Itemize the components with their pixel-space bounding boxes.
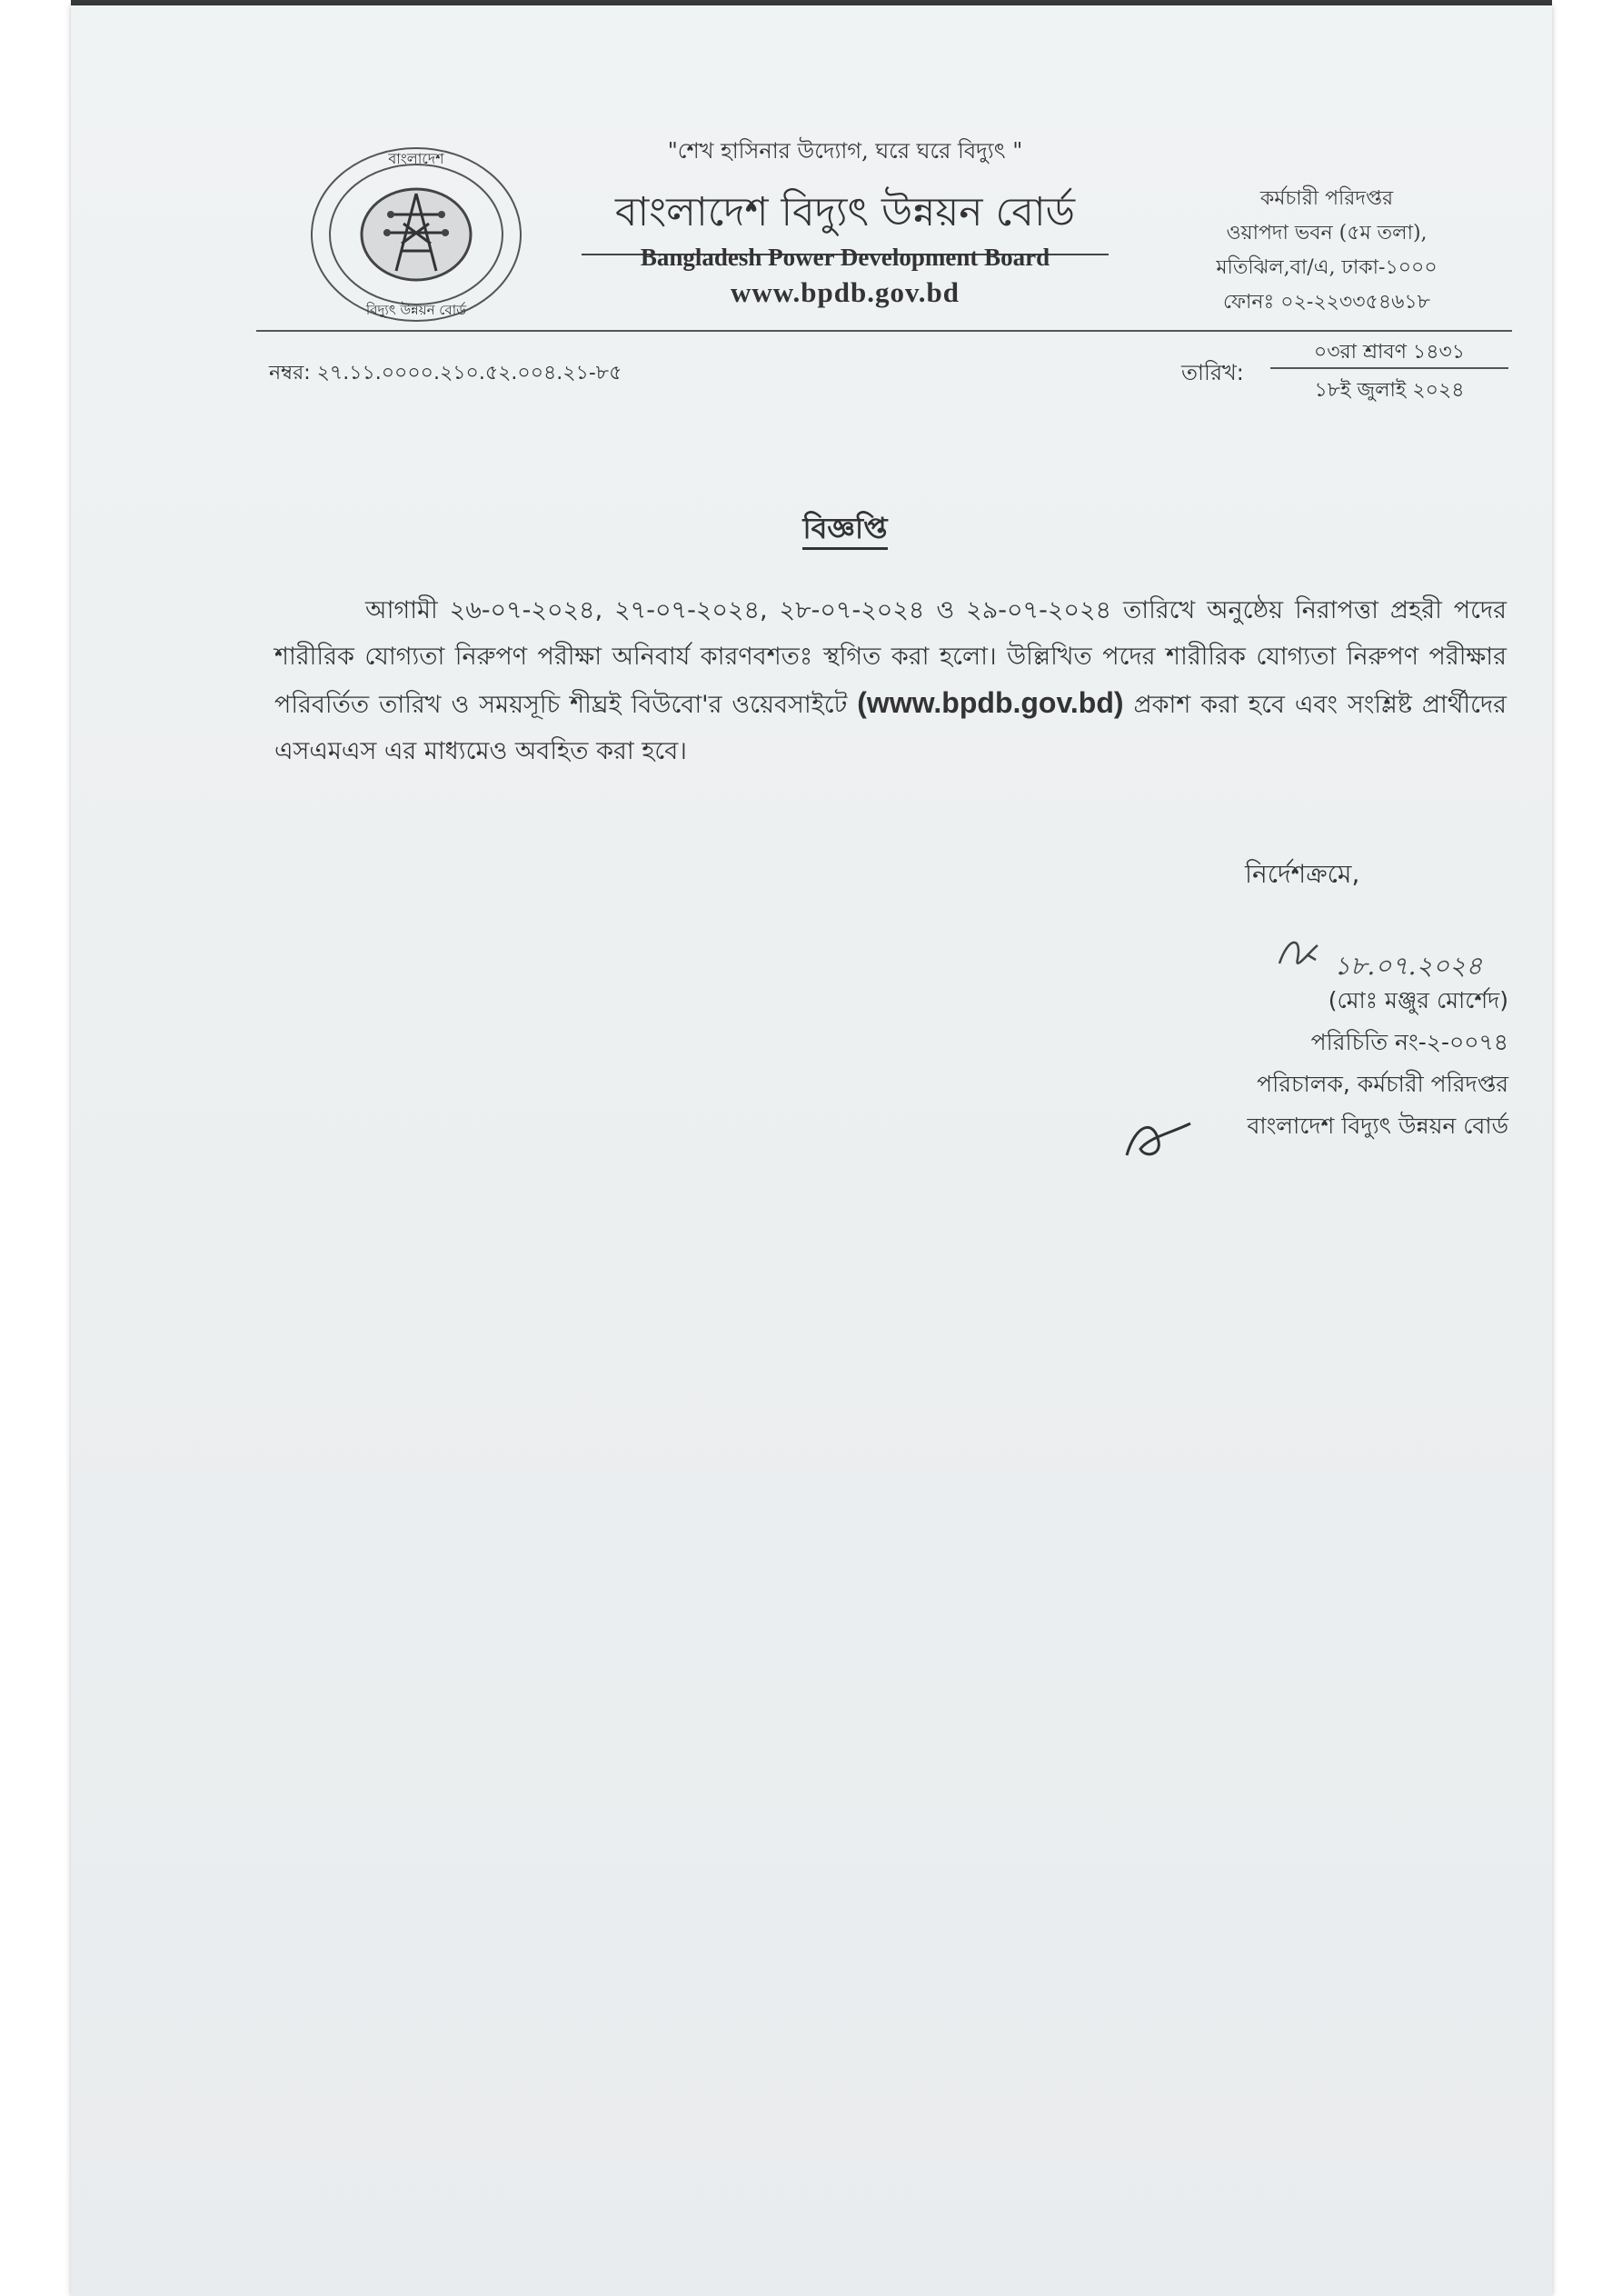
office-phone: ফোনঃ ০২-২২৩৩৫৪৬১৮ <box>1223 291 1430 314</box>
date-bengali-calendar: ০৩রা শ্রাবণ ১৪৩১ <box>1313 341 1466 364</box>
notice-body-link: (www.bpdb.gov.bd) <box>857 686 1124 719</box>
notice-body-part1: আগামী ২৬-০৭-২০২৪, ২৭-০৭-২০২৪, ২৮-০৭-২০২৪ ও ২৯-০৭-২০২৪ তারিখে অনুষ্ঠেয় নিরাপত্তা প্রহরী পদের শারীরিক যোগ্যতা নিরুপণ পরীক্ষা অনিবার্য কারণবশতঃ স্থগিত করা হলো। উল্লিখিত পদের শারীরিক যোগ্যতা নিরুপণ পরীক্ষার পরিবর্তিত তারিখ ও সময়সূচি শীঘ্রই বিউবো'র ওয়েবসাইটে <box>274 596 1507 719</box>
logo-text-bottom: বিদ্যুৎ উন্নয়ন বোর্ড <box>365 302 467 318</box>
bpdb-logo-icon <box>307 144 525 325</box>
org-website: www.bpdb.gov.bd <box>731 276 960 308</box>
header-divider <box>256 330 1512 332</box>
date-label: তারিখ: <box>1181 360 1244 385</box>
notice-title-text: বিজ্ঞপ্তি <box>802 511 887 550</box>
notice-body-part2: প্রকাশ করা হবে এবং সংশ্লিষ্ট প্রার্থীদের এসএমএস এর মাধ্যমেও অবহিত করা হবে। <box>274 691 1507 765</box>
office-building: ওয়াপদা ভবন (৫ম তলা), <box>1226 222 1428 245</box>
slogan: "শেখ হাসিনার উদ্যোগ, ঘরে ঘরে বিদ্যুৎ " <box>667 138 1023 164</box>
date-gregorian: ১৮ই জুলাই ২০২৪ <box>1314 379 1465 402</box>
office-address <box>1172 182 1481 320</box>
memo-number: নম্বর: ২৭.১১.০০০০.২১০.৫২.০০৪.২১-৮৫ <box>269 362 622 384</box>
date-divider <box>1270 367 1508 369</box>
office-location: মতিঝিল,বা/এ, ঢাকা-১০০০ <box>1216 256 1438 279</box>
notice-body <box>274 587 1507 774</box>
photo-margin-left <box>0 0 71 2296</box>
signatory-id: পরিচিতি নং-২-০০৭৪ <box>1310 1029 1508 1055</box>
logo-text-top: বাংলাদেশ <box>388 150 444 167</box>
signatory-name: (মোঃ মঞ্জুর মোর্শেদ) <box>1328 987 1508 1013</box>
photo-margin-right <box>1552 0 1622 2296</box>
signature-handwritten-date: ১৮.০৭.২০২৪ <box>1334 951 1483 981</box>
signatory-organization: বাংলাদেশ বিদ্যুৎ উন্নয়ন বোর্ড <box>1247 1113 1508 1139</box>
org-name-english: Bangladesh Power Development Board <box>640 244 1050 271</box>
signatory-designation: পরিচালক, কর্মচারী পরিদপ্তর <box>1257 1071 1508 1097</box>
office-department: কর্মচারী পরিদপ্তর <box>1259 187 1394 210</box>
by-order-text: নির্দেশক্রমে, <box>1245 859 1360 889</box>
initial-mark-icon <box>1118 1105 1199 1169</box>
org-name-bengali: বাংলাদেশ বিদ্যুৎ উন্নয়ন বোর্ড <box>582 182 1109 255</box>
notice-title <box>636 505 1054 554</box>
